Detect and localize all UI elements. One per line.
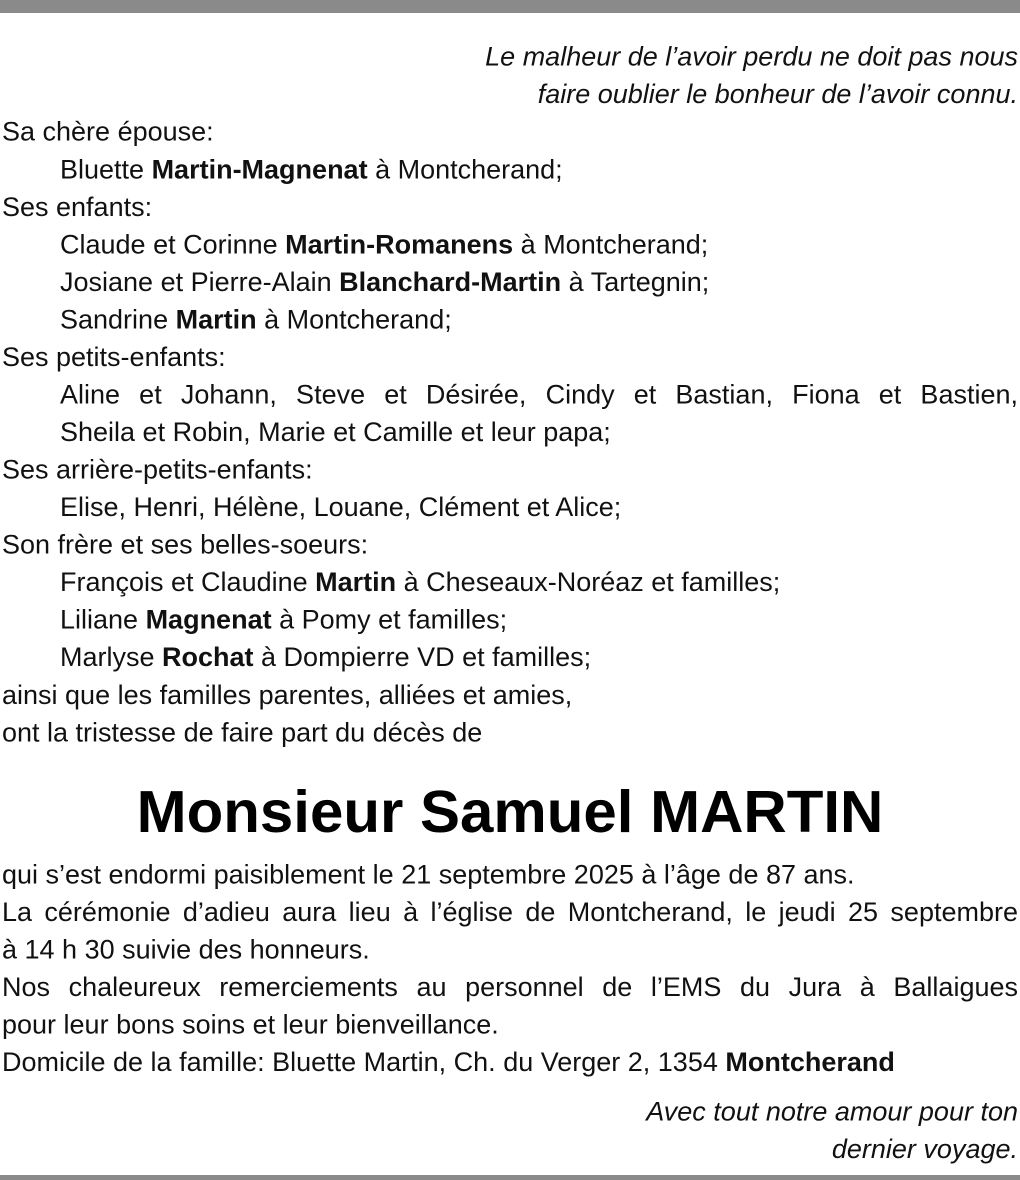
grandchildren-line-1: Aline et Johann, Steve et Désirée, Cindy et Bastian, Fiona et Bastien, bbox=[60, 379, 1018, 410]
entry-place: à Montcherand; bbox=[367, 154, 563, 185]
great-grandchildren-line: Elise, Henri, Hélène, Louane, Clément et Alice; bbox=[60, 492, 622, 523]
child-entry bbox=[2, 263, 1018, 301]
grandchildren-line-2: Sheila et Robin, Marie et Camille et leur papa; bbox=[60, 417, 611, 447]
entry-surname: Blanchard-Martin bbox=[339, 267, 562, 297]
great-grandchildren-heading: Ses arrière-petits-enfants: bbox=[2, 454, 313, 485]
top-border-rule bbox=[0, 0, 1020, 13]
entry-text: François et Claudine bbox=[60, 567, 316, 598]
entry-place: à Cheseaux-Noréaz et familles; bbox=[396, 567, 781, 598]
entry-place: à Tartegnin; bbox=[561, 267, 710, 297]
entry-text: Bluette bbox=[60, 154, 152, 185]
entry-text: Sandrine bbox=[60, 304, 176, 335]
entry-place: à Montcherand; bbox=[256, 304, 452, 335]
passing-line: qui s’est endormi paisiblement le 21 septembre 2025 à l’âge de 87 ans. bbox=[2, 859, 855, 890]
entry-text: Claude et Corinne bbox=[60, 229, 286, 260]
domicile-town: Montcherand bbox=[725, 1047, 895, 1078]
announcement-line: ont la tristesse de faire part du décès de bbox=[2, 717, 483, 748]
children-heading: Ses enfants: bbox=[2, 192, 153, 222]
epigraph-line-2: faire oublier le bonheur de l’avoir connu. bbox=[537, 79, 1018, 110]
sibling-entry bbox=[2, 563, 1018, 601]
entry-surname: Rochat bbox=[162, 642, 254, 673]
domicile-address: Domicile de la famille: Bluette Martin, Ch. du Verger 2, 1354 bbox=[2, 1047, 726, 1078]
epigraph bbox=[2, 38, 1018, 113]
families-line: ainsi que les familles parentes, alliées et amies, bbox=[2, 680, 573, 710]
entry-place: à Dompierre VD et familles; bbox=[253, 642, 592, 673]
deceased-name: Monsieur Samuel MARTIN bbox=[136, 778, 884, 846]
grandchildren-heading: Ses petits-enfants: bbox=[2, 342, 226, 372]
thanks-line-2: pour leur bons soins et leur bienveillance. bbox=[2, 1009, 499, 1040]
entry-text: Liliane bbox=[60, 604, 146, 635]
closing-verse bbox=[2, 1093, 1018, 1168]
entry-surname: Martin bbox=[315, 567, 397, 598]
obituary-notice bbox=[2, 38, 1018, 1168]
entry-place: à Montcherand; bbox=[513, 229, 709, 260]
sibling-entry bbox=[2, 639, 1018, 677]
sibling-entry bbox=[2, 601, 1018, 639]
entry-surname: Martin-Magnenat bbox=[151, 154, 368, 185]
ceremony-line-1: La cérémonie d’adieu aura lieu à l’église de Montcherand, le jeudi 25 septembre bbox=[2, 897, 1018, 927]
child-entry bbox=[2, 226, 1018, 264]
bottom-border-rule bbox=[0, 1175, 1020, 1180]
entry-place: à Pomy et familles; bbox=[271, 604, 508, 635]
deceased-name-block bbox=[2, 777, 1018, 848]
siblings-heading: Son frère et ses belles-soeurs: bbox=[2, 529, 369, 560]
thanks-line-1: Nos chaleureux remerciements au personnel de l’EMS du Jura à Ballaigues bbox=[2, 972, 1018, 1003]
entry-text: Marlyse bbox=[60, 642, 163, 673]
epigraph-line-1: Le malheur de l’avoir perdu ne doit pas nous bbox=[485, 41, 1018, 72]
child-entry bbox=[2, 301, 1018, 339]
entry-surname: Martin bbox=[175, 304, 257, 335]
spouse-heading: Sa chère épouse: bbox=[2, 117, 214, 147]
closing-line-2: dernier voyage. bbox=[831, 1134, 1018, 1165]
entry-surname: Martin-Romanens bbox=[285, 229, 514, 260]
closing-line-1: Avec tout notre amour pour ton bbox=[646, 1096, 1018, 1127]
spouse-entry bbox=[2, 151, 1018, 189]
entry-text: Josiane et Pierre-Alain bbox=[60, 267, 340, 297]
entry-surname: Magnenat bbox=[145, 604, 272, 635]
ceremony-line-2: à 14 h 30 suivie des honneurs. bbox=[2, 934, 370, 965]
domicile-line bbox=[2, 1044, 1018, 1082]
